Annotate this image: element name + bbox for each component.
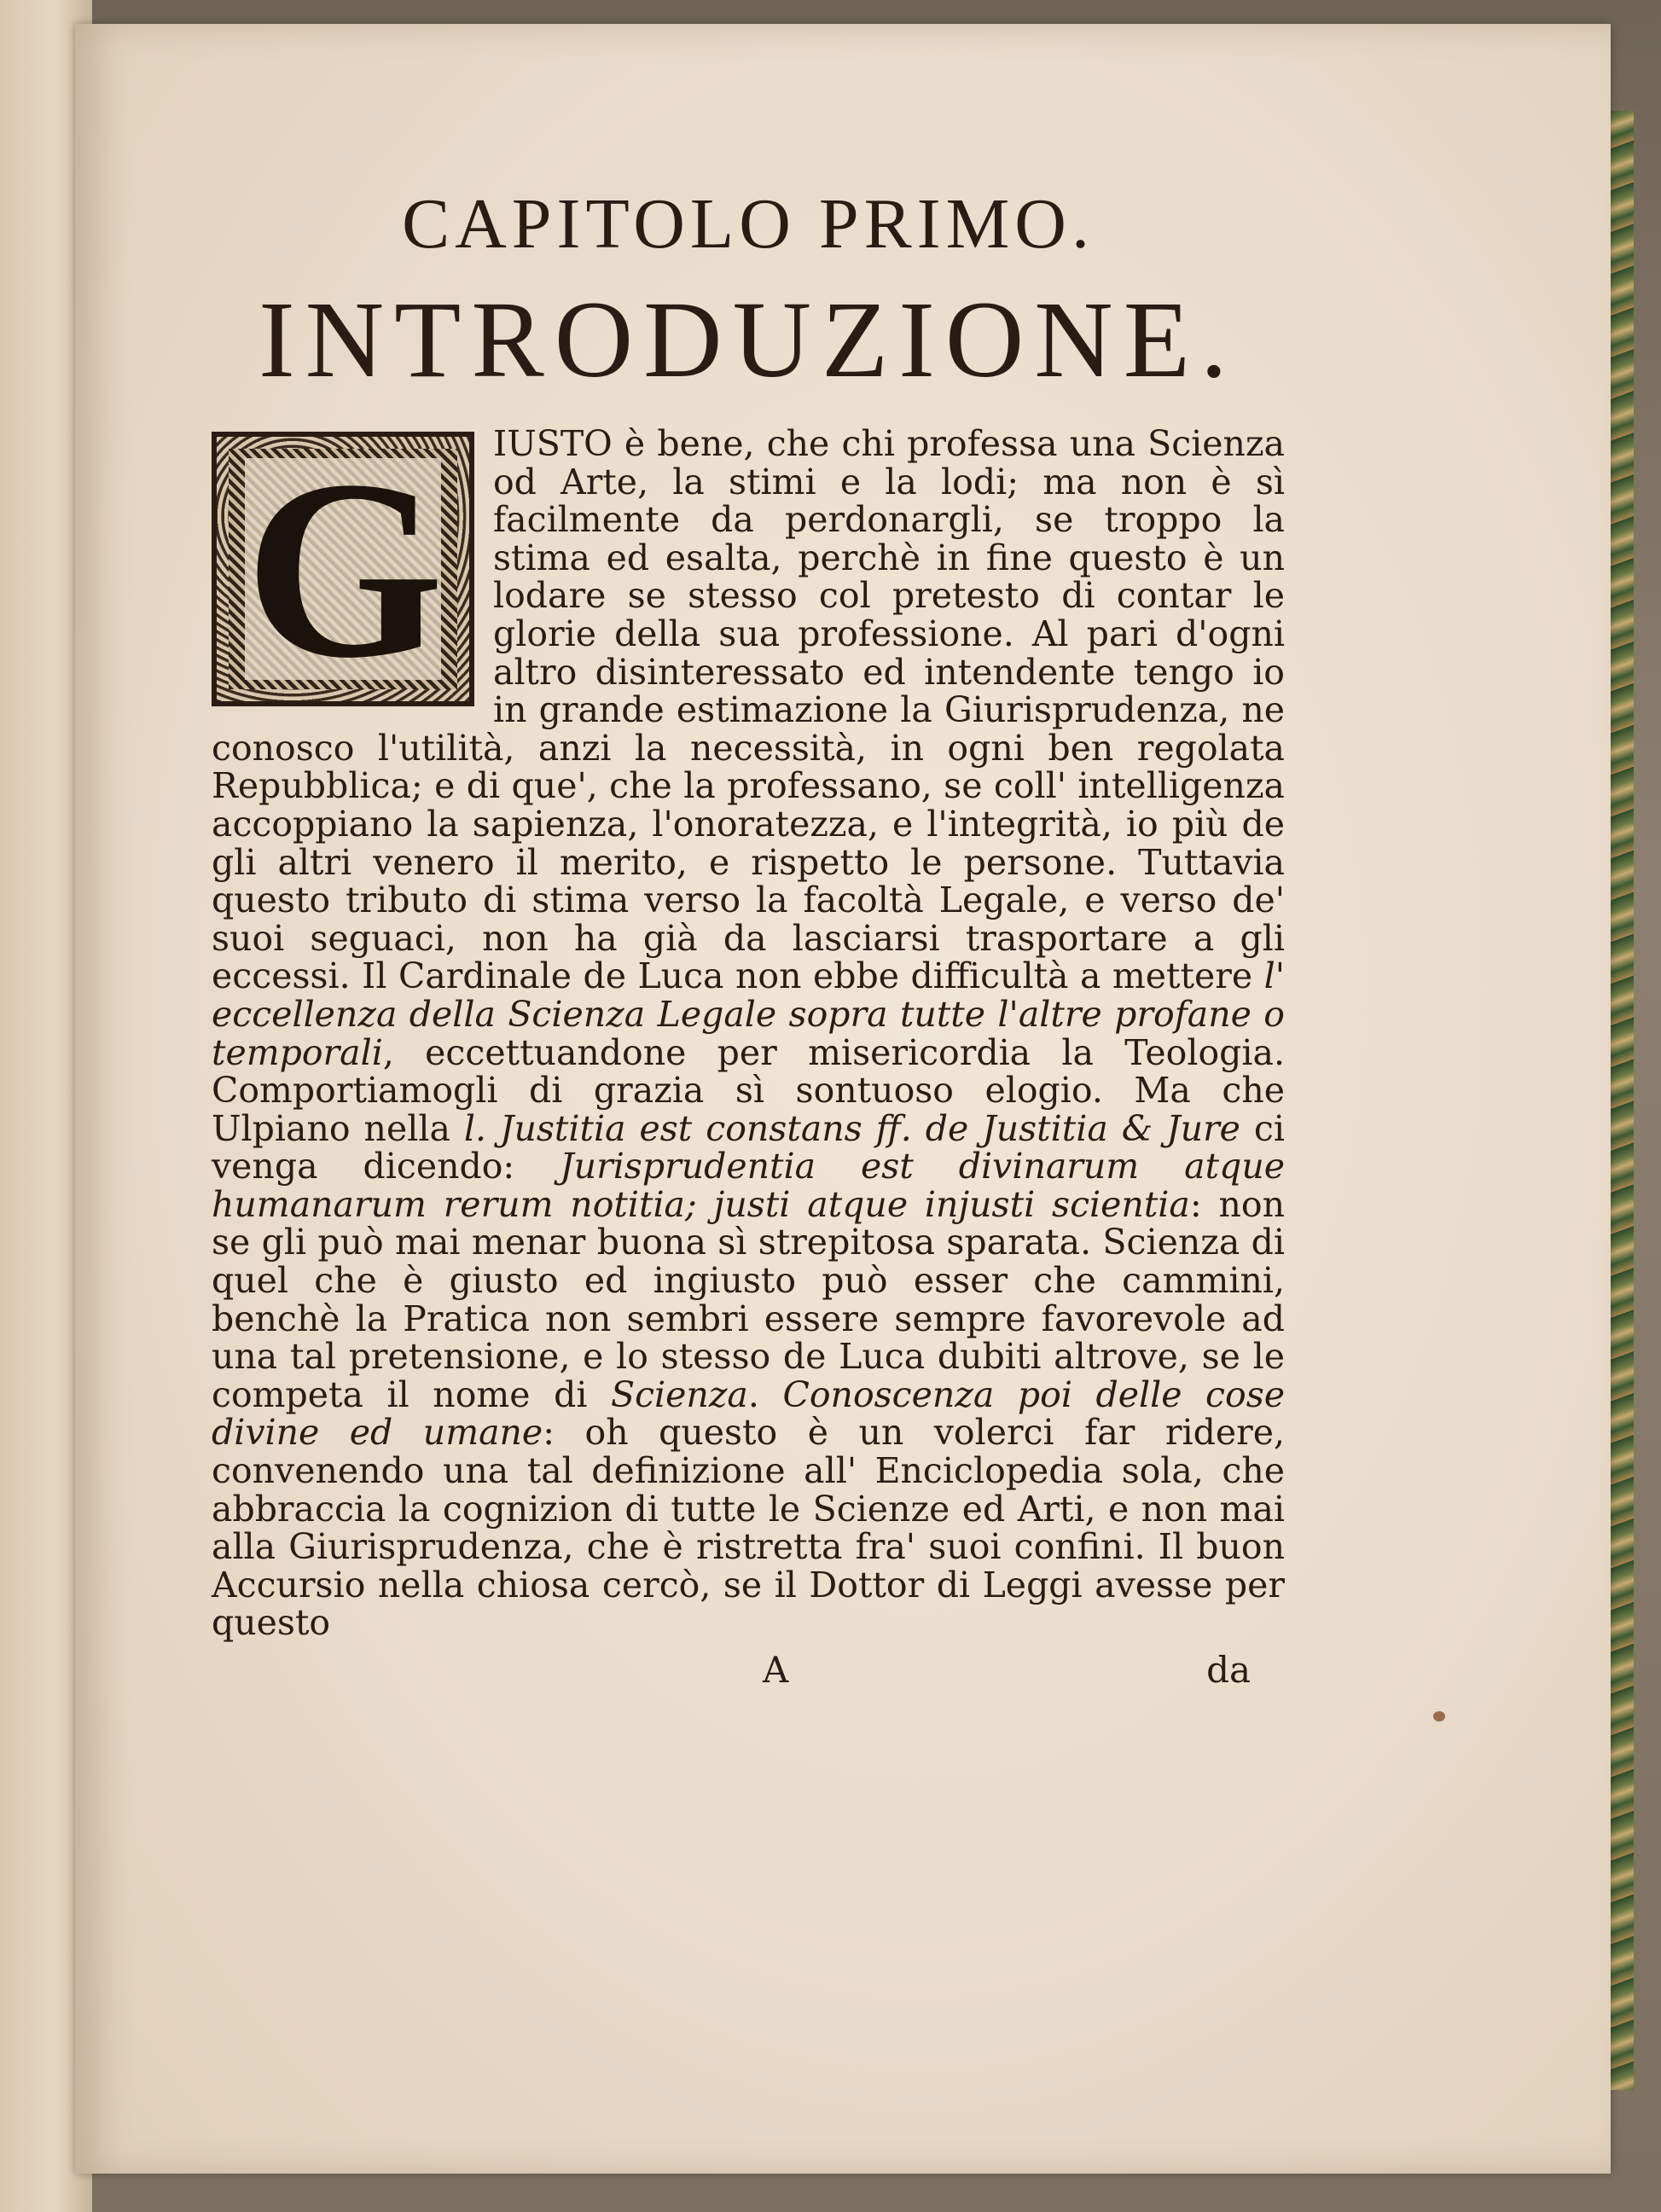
initial-letter: G [245,427,444,711]
text-run: : oh questo è un volerci far ridere, convenendo una tal definizione all' Enciclopedia sola, che abbraccia la cognizion di tutte le Scienze ed Arti, e non mai alla Giurisprudenza, che è ristretta fra' suoi confini. Il buon Accursio nella chiosa cercò, se il Dottor di Leggi avesse per questo [212,1412,1285,1644]
text-run: , eccettuandone per misericordia la Teologia. Comportiamogli di grazia sì sontuoso elogio. Ma che Ulpiano nella [212,1031,1285,1149]
book-page [75,24,1611,2174]
text-run: : non se gli può mai menar buona sì strepitosa sparata. Scienza di quel che è giusto ed ingiusto può esser che cammini, benchè la Pratica non sembri essere sempre favorevole ad una tal pretensione, e lo stesso de Luca dubiti altrove, se le competa il nome di [212,1183,1286,1415]
page-footer [212,1649,1285,1692]
text-run: ci venga dicendo: [212,1107,1285,1187]
text-run: IUSTO è bene, che chi professa una Scienza od Arte, la stimi e la lodi; ma non è sì facilmente da perdonargli, se troppo la stima ed esalta, perchè in fine questo è un lodare se stesso col pretesto di contar le glorie della sua professione. Al pari d'ogni altro disinteressato ed intendente tengo io in grande estimazione la Giurisprudenza, ne conosco l'utilità, anzi la necessità, in ogni ben regolata Repubblica; e di que', che la professano, se coll' intelligenza accoppiano la sapienza, l'onoratezza, e l'integrità, io più de gli altri venero il merito, e rispetto le persone. Tuttavia questo tributo di stima verso la facoltà Legale, e verso de' suoi seguaci, non ha già da lasciarsi trasportare a gli eccessi. Il Cardinale de Luca non ebbe difficultà a mettere [212,423,1285,997]
italic-run: Scienza [611,1373,748,1415]
chapter-heading: CAPITOLO PRIMO. [402,184,1095,264]
signature-mark: A [763,1649,789,1691]
italic-run: l. Justitia est constans ff. de Justitia & Jure [463,1107,1240,1149]
initial-ornament [229,427,457,711]
paper-speck [1433,1711,1445,1721]
italic-run: Jurisprudentia est divinarum atque humanarum rerum notitia; justi atque injusti scientia [212,1146,1286,1225]
italic-run: Conoscenza poi delle cose divine ed umane [212,1373,1286,1454]
italic-run: l' eccellenza della Scienza Legale sopra tutte l'altre profane o temporali [212,955,1285,1073]
decorated-initial [212,427,474,711]
chapter-title: INTRODUZIONE. [258,279,1238,400]
catchword: da [1206,1649,1251,1691]
text-block [212,177,1285,1692]
text-run: . [747,1373,783,1415]
